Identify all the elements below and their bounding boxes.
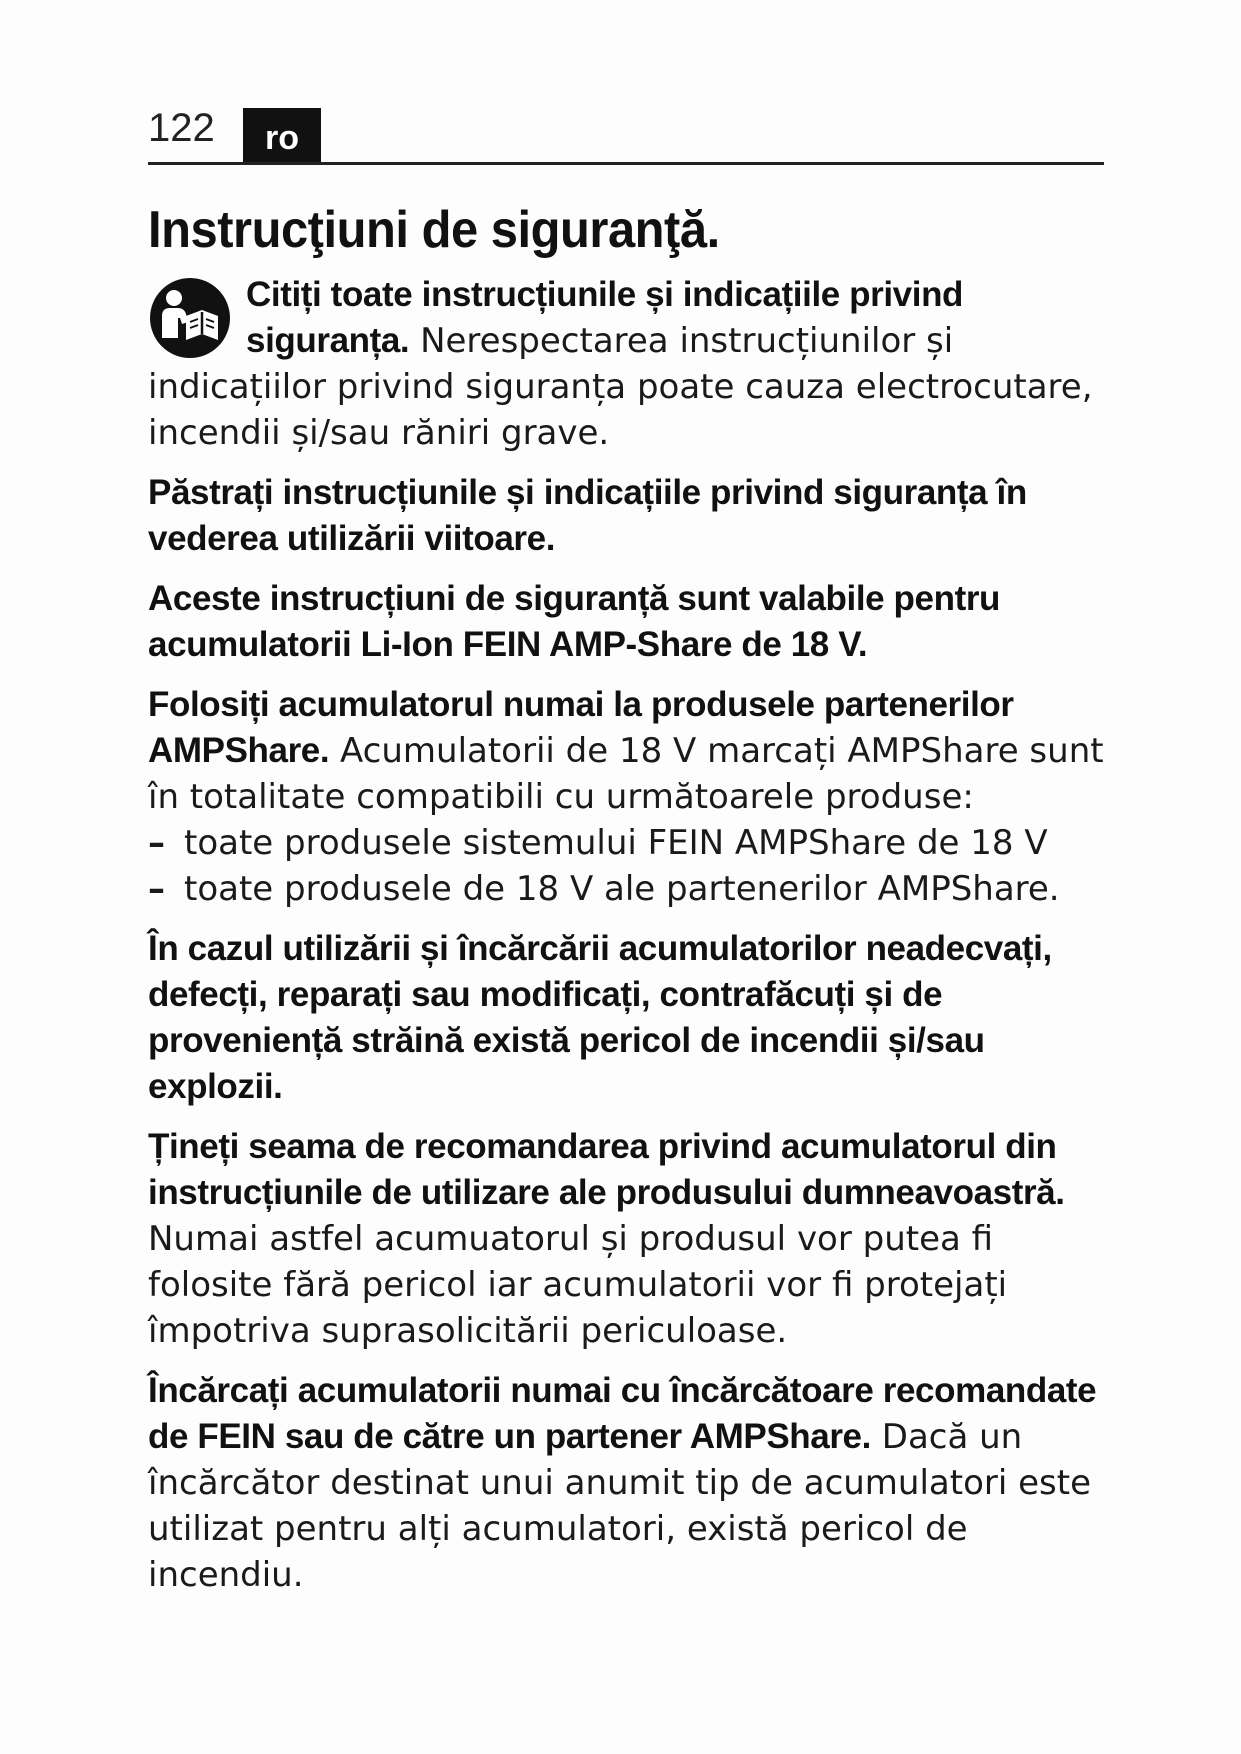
validity-bold: Aceste instrucțiuni de siguranță sunt valabile pentru acumulatorii Li-Ion FEIN AMP-Share de 18 V. (148, 579, 1001, 664)
read-instructions-paragraph (148, 272, 1108, 456)
list-item: – toate produsele sistemului FEIN AMPShare de 18 V (148, 820, 1108, 866)
charging-paragraph (148, 1368, 1108, 1598)
validity-paragraph (148, 576, 1108, 668)
read-manual-icon (148, 276, 232, 360)
keep-instructions-paragraph (148, 470, 1108, 562)
partners-text: Acumulatorii de 18 V marcați AMPShare sunt în totalitate compatibili cu următoarele produse: (148, 731, 1104, 817)
recommendation-text: Numai astfel acumuatorul și produsul vor putea fi folosite fără pericol iar acumulatorii vor fi protejați împotriva suprasolicitării periculoase. (148, 1219, 1008, 1351)
read-instructions-bold: Citiți toate instrucțiunile și indicațiile privind siguranța. (246, 275, 964, 360)
danger-paragraph (148, 926, 1108, 1110)
charging-bold: Încărcați acumulatorii numai cu încărcătoare recomandate de FEIN sau de către un partener AMPShare. (148, 1371, 1097, 1456)
read-instructions-text: Nerespectarea instrucțiunilor și indicațiilor privind siguranța poate cauza electrocutare, incendii și/sau răniri grave. (148, 321, 1093, 453)
danger-bold: În cazul utilizării și încărcării acumulatorilor neadecvați, defecți, reparați sau modificați, contrafăcuți și de proveniență străină există pericol de incendii și/sau explozii. (148, 929, 1052, 1106)
section-title: Instrucţiuni de siguranţă. (148, 201, 720, 259)
page-header (148, 104, 1104, 165)
partners-bold: Folosiți acumulatorul numai la produsele partenerilor AMPShare. (148, 685, 1014, 770)
page-number: 122 (148, 106, 215, 150)
language-badge: ro (243, 108, 321, 162)
recommendation-paragraph (148, 1124, 1108, 1354)
recommendation-bold: Țineți seama de recomandarea privind acumulatorul din instrucțiunile de utilizare ale produsului dumneavoastră. (148, 1127, 1065, 1212)
safety-instructions (148, 272, 1108, 1612)
list-item: – toate produsele de 18 V ale partenerilor AMPShare. (148, 866, 1108, 912)
charging-text: Dacă un încărcător destinat unui anumit tip de acumulatori este utilizat pentru alți acumulatori, există pericol de incendiu. (148, 1417, 1092, 1595)
compatible-products-list (148, 820, 1108, 912)
partners-paragraph (148, 682, 1108, 820)
keep-instructions-bold: Păstrați instrucțiunile și indicațiile privind siguranța în vederea utilizării viitoare. (148, 473, 1027, 558)
